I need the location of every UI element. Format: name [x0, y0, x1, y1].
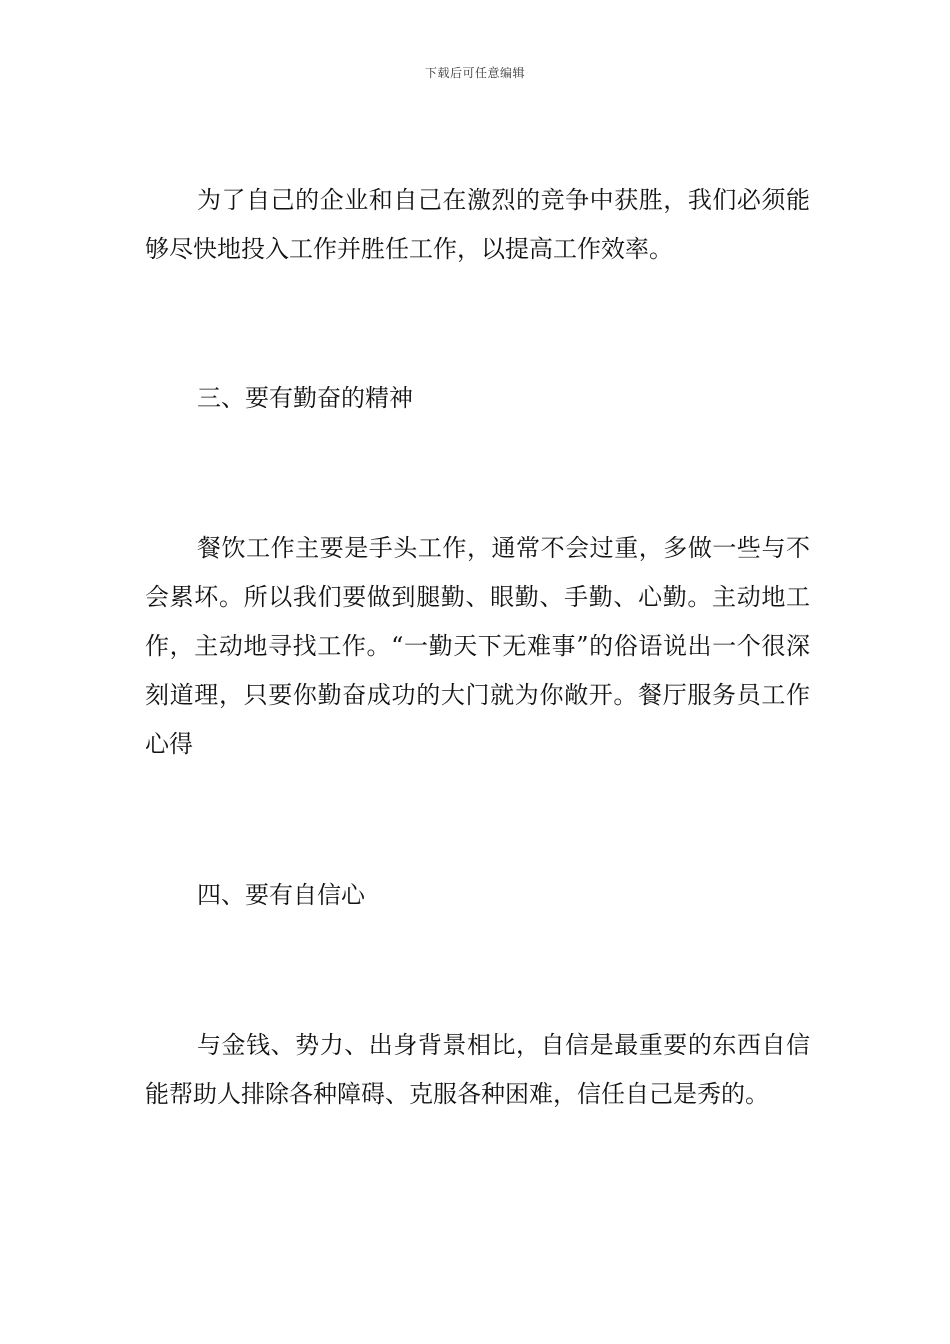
paragraph-efficiency: 为了自己的企业和自己在激烈的竞争中获胜，我们必须能够尽快地投入工作并胜任工作，以提高工作效率。: [145, 186, 810, 263]
paragraph-diligence: 餐饮工作主要是手头工作，通常不会过重，多做一些与不会累坏。所以我们要做到腿勤、眼勤、手勤、心勤。主动地工作，主动地寻找工作。“一勤天下无难事”的俗语说出一个很深刻道理，只要你勤奋成功的大门就为你敞开。餐厅服务员工作心得: [145, 534, 810, 758]
paragraph-confidence: 与金钱、势力、出身背景相比，自信是最重要的东西自信能帮助人排除各种障碍、克服各种困难，信任自己是秀的。: [145, 1031, 810, 1108]
page-header: 下载后可任意编辑: [424, 66, 525, 80]
section-heading-confidence: 四、要有自信心: [197, 881, 365, 909]
section-heading-diligence: 三、要有勤奋的精神: [197, 384, 413, 412]
